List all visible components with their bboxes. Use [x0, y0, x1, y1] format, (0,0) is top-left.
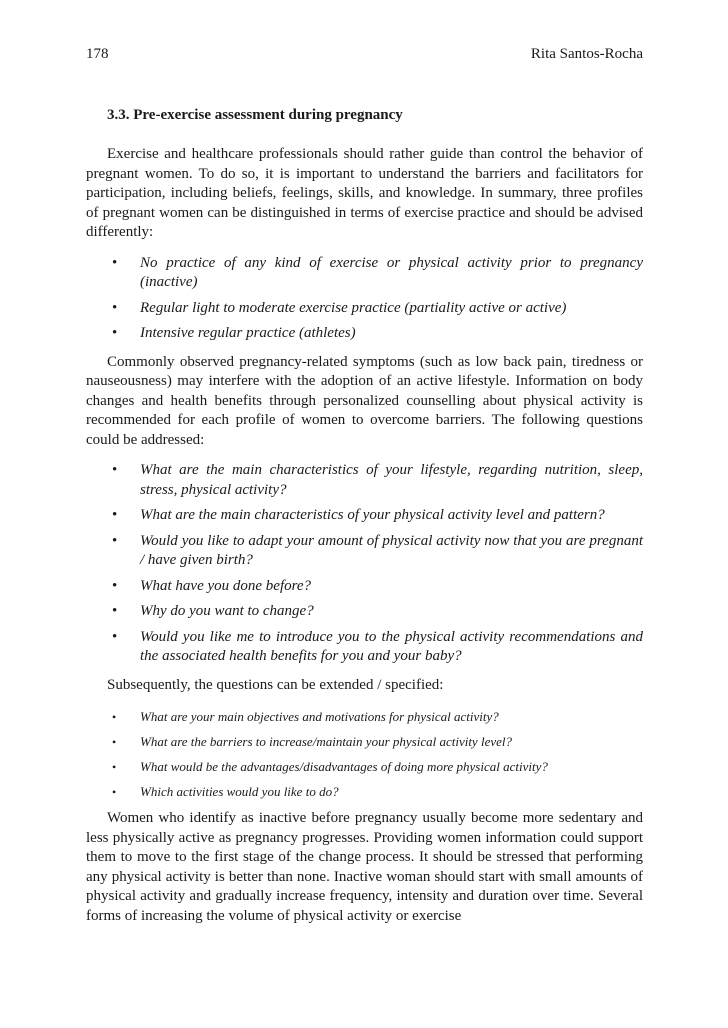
paragraph-subsequently: Subsequently, the questions can be extended / specified:: [107, 676, 444, 693]
author-name: Rita Santos-Rocha: [530, 46, 643, 62]
paragraph-inactive: Women who identify as inactive before pregnancy usually become more sedentary and less physically active as pregnancy progresses. Providing women information could support them to move to the first stage of the change process. It should be stressed that performing any physical activity is better than none. Inactive woman should start with small amounts of physical activity and gradually increase frequency, intensity and duration over time. Several forms of increasing the volume of physical activity or exercise: [86, 810, 643, 924]
running-head: [86, 44, 643, 64]
bullet-icon: •: [112, 532, 118, 549]
list-item: [86, 461, 643, 500]
page-number: 178: [86, 46, 109, 62]
bullet-icon: •: [112, 507, 118, 523]
list-item-text: Regular light to moderate exercise practice (partiality active or active): [140, 299, 567, 316]
list-item: [86, 506, 643, 526]
list-item-text: Would you like me to introduce you to the physical activity recommendations and the associated health benefits for you and your baby?: [140, 628, 643, 664]
list-item: [86, 783, 643, 801]
list-item-text: Why do you want to change?: [140, 603, 314, 619]
list-item: [86, 758, 643, 776]
bullet-icon: •: [112, 735, 117, 749]
profiles-list: [86, 254, 643, 344]
list-item-text: What would be the advantages/disadvantages of doing more physical activity?: [140, 759, 548, 774]
list-item: [86, 324, 643, 344]
list-item: [86, 628, 643, 667]
list-item: [86, 577, 643, 597]
bullet-icon: •: [112, 577, 118, 594]
bullet-icon: •: [112, 628, 118, 645]
list-item-text: What are your main objectives and motivations for physical activity?: [140, 709, 499, 724]
list-item: [86, 708, 643, 726]
list-item-text: Intensive regular practice (athletes): [140, 325, 356, 341]
bullet-icon: •: [112, 299, 118, 316]
bullet-icon: •: [112, 462, 118, 478]
document-page: [86, 44, 643, 926]
list-item: [86, 532, 643, 571]
list-item-text: What are the main characteristics of your lifestyle, regarding nutrition, sleep, stress, physical activity?: [140, 462, 643, 498]
list-item: [86, 299, 643, 319]
bullet-icon: •: [112, 710, 117, 724]
list-item: [86, 254, 643, 293]
paragraph-intro: Exercise and healthcare professionals should rather guide than control the behavior of pregnant women. To do so, it is important to understand the barriers and facilitators for participation, including beliefs, feelings, skills, and knowledge. In summary, three profiles of pregnant women can be distinguished in terms of exercise practice and should be advised differently:: [86, 146, 643, 240]
list-item-text: What are the barriers to increase/maintain your physical activity level?: [140, 734, 512, 749]
list-item: [86, 602, 643, 622]
bullet-icon: •: [112, 785, 117, 799]
list-item-text: Which activities would you like to do?: [140, 784, 339, 799]
extended-questions-list: [86, 708, 643, 801]
list-item: [86, 733, 643, 751]
section-heading: 3.3. Pre-exercise assessment during pregnancy: [107, 107, 403, 123]
bullet-icon: •: [112, 254, 118, 271]
bullet-icon: •: [112, 603, 118, 619]
list-item-text: What have you done before?: [140, 577, 312, 594]
list-item-text: What are the main characteristics of your physical activity level and pattern?: [140, 507, 605, 523]
bullet-icon: •: [112, 325, 118, 341]
list-item-text: Would you like to adapt your amount of physical activity now that you are pregnant / have given birth?: [140, 532, 643, 568]
list-item-text: No practice of any kind of exercise or physical activity prior to pregnancy (inactive): [140, 254, 643, 290]
questions-list: [86, 461, 643, 667]
bullet-icon: •: [112, 760, 117, 774]
paragraph-symptoms: Commonly observed pregnancy-related symptoms (such as low back pain, tiredness or nauseousness) may interfere with the adoption of an active lifestyle. Information on body changes and health benefits through personalized counselling about physical activity is recommended for each profile of women to overcome barriers. The following questions could be addressed:: [86, 353, 643, 448]
